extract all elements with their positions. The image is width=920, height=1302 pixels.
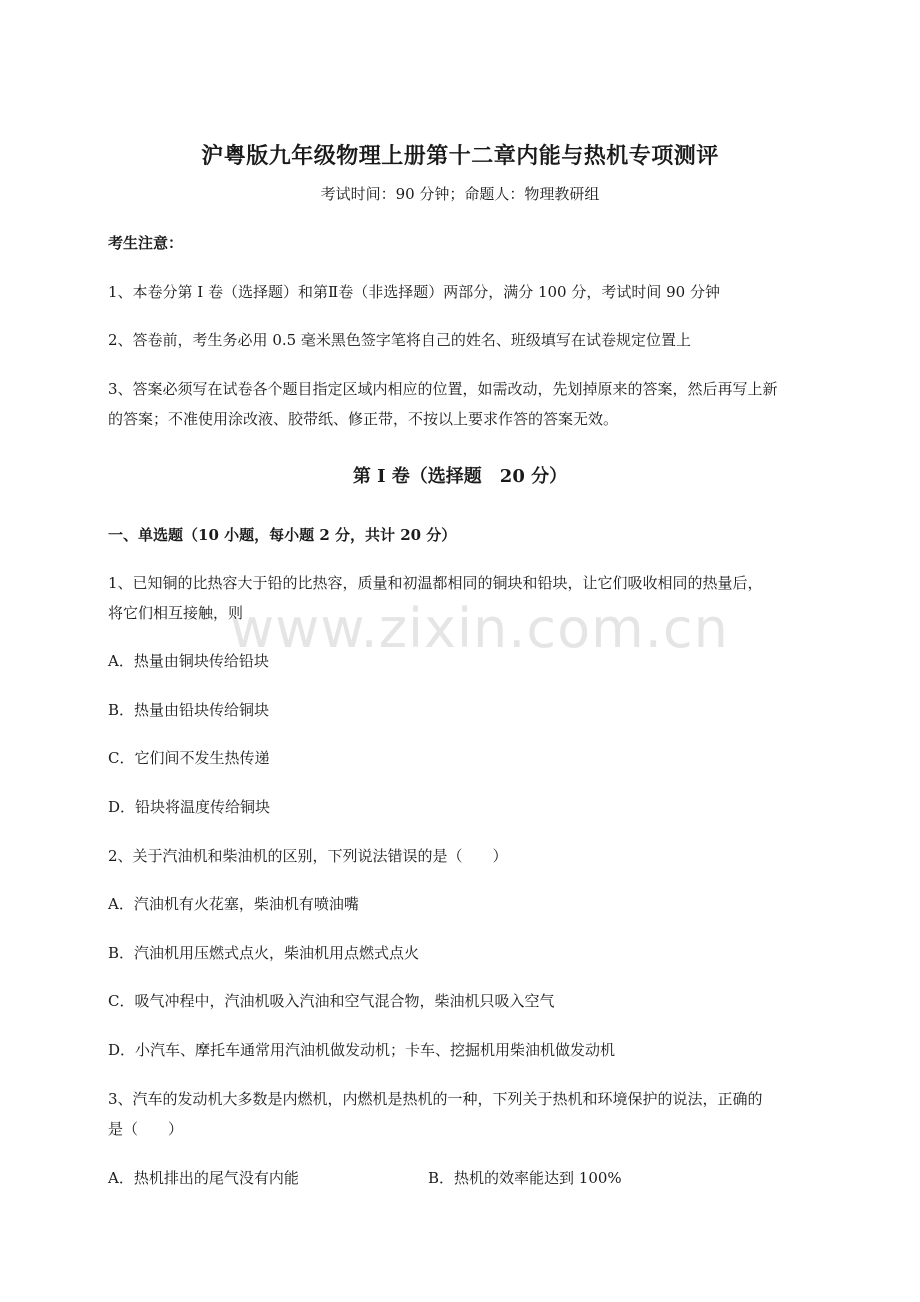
question-stem: 3、汽车的发动机大多数是内燃机，内燃机是热机的一种，下列关于热机和环境保护的说法，正确的 xyxy=(108,1090,763,1108)
watermark: www.zixin.com.cn xyxy=(230,597,729,660)
notice-heading: 考生注意： xyxy=(108,234,184,252)
answer-option: A．热机排出的尾气没有内能 xyxy=(108,1169,299,1187)
answer-option: B．热机的效率能达到 100% xyxy=(428,1169,622,1187)
answer-option: D．小汽车、摩托车通常用汽油机做发动机；卡车、挖掘机用柴油机做发动机 xyxy=(108,1041,616,1059)
notice-item: 2、答卷前，考生务必用 0.5 毫米黑色签字笔将自己的姓名、班级填写在试卷规定位置上 xyxy=(108,331,691,349)
answer-option: A．汽油机有火花塞，柴油机有喷油嘴 xyxy=(108,895,359,913)
question-stem-continued: 是（ ） xyxy=(108,1120,184,1138)
notice-item-continued: 的答案；不准使用涂改液、胶带纸、修正带，不按以上要求作答的答案无效。 xyxy=(108,410,619,428)
question-stem: 1、已知铜的比热容大于铅的比热容，质量和初温都相同的铜块和铅块，让它们吸收相同的热量后， xyxy=(108,574,763,592)
notice-item: 3、答案必须写在试卷各个题目指定区域内相应的位置，如需改动，先划掉原来的答案，然后再写上新 xyxy=(108,380,778,398)
section-title: 第 I 卷（选择题 20 分） xyxy=(352,466,568,487)
answer-option: A．热量由铜块传给铅块 xyxy=(108,652,269,670)
question-stem-continued: 将它们相互接触，则 xyxy=(108,604,244,622)
answer-option: B．热量由铅块传给铜块 xyxy=(108,701,270,719)
answer-option: D．铅块将温度传给铜块 xyxy=(108,798,271,816)
notice-item: 1、本卷分第 I 卷（选择题）和第Ⅱ卷（非选择题）两部分，满分 100 分，考试时间 90 分钟 xyxy=(108,283,720,301)
answer-option: B．汽油机用压燃式点火，柴油机用点燃式点火 xyxy=(108,944,420,962)
page-title: 沪粤版九年级物理上册第十二章内能与热机专项测评 xyxy=(201,143,719,169)
part-heading: 一、单选题（10 小题，每小题 2 分，共计 20 分） xyxy=(108,526,457,544)
exam-info: 考试时间：90 分钟；命题人：物理教研组 xyxy=(320,185,600,203)
question-stem: 2、关于汽油机和柴油机的区别，下列说法错误的是（ ） xyxy=(108,847,508,865)
answer-option: C．吸气冲程中，汽油机吸入汽油和空气混合物，柴油机只吸入空气 xyxy=(108,992,555,1010)
answer-option: C．它们间不发生热传递 xyxy=(108,749,270,767)
